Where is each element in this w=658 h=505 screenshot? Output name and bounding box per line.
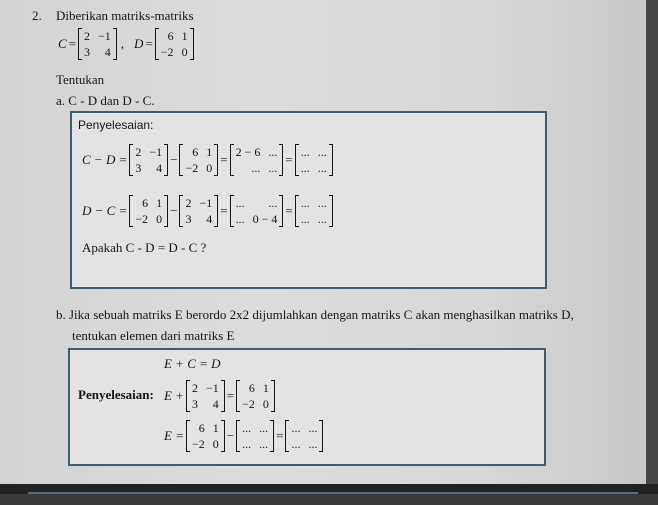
minus-sign: − xyxy=(170,152,178,167)
equals-sign: = xyxy=(220,203,228,218)
tentukan-label: Tentukan xyxy=(56,72,105,87)
part-b-line2: tentukan elemen dari matriks E xyxy=(72,328,235,343)
matrix-cell: 1 xyxy=(181,29,188,43)
matrix-C xyxy=(129,144,168,176)
equals-sign: = xyxy=(285,203,293,218)
matrix-cell: 1 xyxy=(156,196,163,210)
minus-sign: − xyxy=(226,428,235,443)
matrix-cell: ... xyxy=(235,212,245,226)
matrix-cell: 0 xyxy=(212,437,219,451)
equals-sign: = xyxy=(276,428,284,443)
equals-sign: = xyxy=(226,388,235,403)
matrix-D xyxy=(129,195,168,227)
matrix-cell: −2 xyxy=(160,45,174,59)
matrix-cell: 3 xyxy=(84,45,91,59)
matrix-cell: 3 xyxy=(191,397,198,411)
matrix-cell: 2 xyxy=(84,29,91,43)
matrix-cell: ... xyxy=(259,421,269,435)
matrix-D-name: D xyxy=(134,36,144,51)
matrix-cell: 6 xyxy=(198,421,205,435)
matrix-cell: 1 xyxy=(206,145,213,159)
comma: , xyxy=(120,36,125,51)
equation-lhs: C − D = xyxy=(82,152,128,167)
matrix-cell: ... xyxy=(300,161,310,175)
matrix-C-name: C xyxy=(58,36,67,51)
equals-sign: = xyxy=(68,36,77,51)
equation-e-result xyxy=(164,420,323,452)
matrix-cell: 4 xyxy=(206,212,213,226)
matrix-cell: −1 xyxy=(205,381,219,395)
matrix-cell: −1 xyxy=(199,196,213,210)
matrix-cell: ... xyxy=(317,145,327,159)
matrix-cell: ... xyxy=(291,437,301,451)
equation-lhs: E + xyxy=(164,388,184,403)
matrix-cell: 6 xyxy=(167,29,174,43)
matrix-cell: 3 xyxy=(185,212,192,226)
part-b-line1: b. Jika sebuah matriks E berordo 2x2 dijumlahkan dengan matriks C akan menghasilkan matriks D, xyxy=(56,307,574,322)
matrix-cell: 0 xyxy=(156,212,163,226)
equation-e-plus-c: E + C = D xyxy=(164,356,221,371)
matrix-cell: 6 xyxy=(248,381,255,395)
part-a-label: a. C - D dan D - C. xyxy=(56,93,155,108)
bottom-background xyxy=(0,494,658,505)
matrix-cell: 1 xyxy=(212,421,219,435)
equation-lhs: E = xyxy=(164,428,184,443)
matrix-cell: 6 xyxy=(192,145,199,159)
matrix-cell: 0 − 4 xyxy=(252,212,278,226)
matrix-cell: ... xyxy=(308,437,318,451)
equals-sign: = xyxy=(145,36,153,51)
matrix-cell: ... xyxy=(300,196,310,210)
matrix-cell: ... xyxy=(268,196,278,210)
working-matrix xyxy=(230,144,284,176)
matrix-cell: ... xyxy=(251,161,261,175)
matrix-cell: ... xyxy=(317,161,327,175)
matrix-D xyxy=(179,144,218,176)
matrix-cell: 2 xyxy=(191,381,198,395)
equation-c-minus-d xyxy=(82,144,333,176)
box-a-question: Apakah C - D = D - C ? xyxy=(82,240,207,255)
equation-d-minus-c xyxy=(82,195,333,227)
matrix-cell: −2 xyxy=(191,437,205,451)
matrix-cell: ... xyxy=(259,437,269,451)
matrix-definitions xyxy=(58,28,194,60)
matrix-cell: ... xyxy=(291,421,301,435)
matrix-cell: −2 xyxy=(242,397,255,411)
matrix-cell: 4 xyxy=(156,161,163,175)
matrix-cell: 0 xyxy=(206,161,213,175)
matrix-cell: ... xyxy=(268,145,278,159)
matrix-cell: ... xyxy=(317,196,327,210)
box-a-heading: Penyelesaian: xyxy=(78,118,154,132)
matrix-cell: −1 xyxy=(98,29,111,43)
matrix-cell: 0 xyxy=(262,397,269,411)
matrix-cell: 1 xyxy=(262,381,269,395)
question-intro: Diberikan matriks-matriks xyxy=(56,8,194,23)
matrix-cell: −2 xyxy=(135,212,149,226)
matrix-cell: −2 xyxy=(185,161,199,175)
blank-matrix xyxy=(236,420,274,452)
matrix-cell: ... xyxy=(242,421,252,435)
matrix-cell: ... xyxy=(300,212,310,226)
matrix-D xyxy=(155,28,194,60)
matrix-cell: 0 xyxy=(181,45,188,59)
right-shadow xyxy=(646,0,658,484)
matrix-cell: 2 − 6 xyxy=(235,145,261,159)
matrix-C xyxy=(78,28,117,60)
matrix-cell: 4 xyxy=(104,45,111,59)
result-matrix xyxy=(285,420,323,452)
box-b-heading: Penyelesaian: xyxy=(78,387,154,402)
matrix-C xyxy=(186,380,225,412)
equals-sign: = xyxy=(285,152,293,167)
matrix-cell: ... xyxy=(235,196,245,210)
matrix-cell: 6 xyxy=(142,196,149,210)
matrix-D xyxy=(236,380,275,412)
matrix-cell: 2 xyxy=(135,145,142,159)
matrix-cell: ... xyxy=(300,145,310,159)
matrix-cell: ... xyxy=(317,212,327,226)
matrix-cell: ... xyxy=(268,161,278,175)
matrix-D xyxy=(186,420,225,452)
working-matrix xyxy=(230,195,284,227)
minus-sign: − xyxy=(170,203,178,218)
matrix-C xyxy=(179,195,218,227)
matrix-cell: ... xyxy=(242,437,252,451)
result-matrix xyxy=(295,144,333,176)
question-number: 2. xyxy=(32,8,42,23)
equals-sign: = xyxy=(220,152,228,167)
matrix-cell: ... xyxy=(308,421,318,435)
matrix-cell: −1 xyxy=(149,145,163,159)
matrix-cell: 4 xyxy=(212,397,219,411)
result-matrix xyxy=(295,195,333,227)
equation-lhs: D − C = xyxy=(82,203,128,218)
equation-e-plus-matrix xyxy=(164,380,275,412)
matrix-cell: 2 xyxy=(185,196,192,210)
matrix-cell: 3 xyxy=(135,161,142,175)
